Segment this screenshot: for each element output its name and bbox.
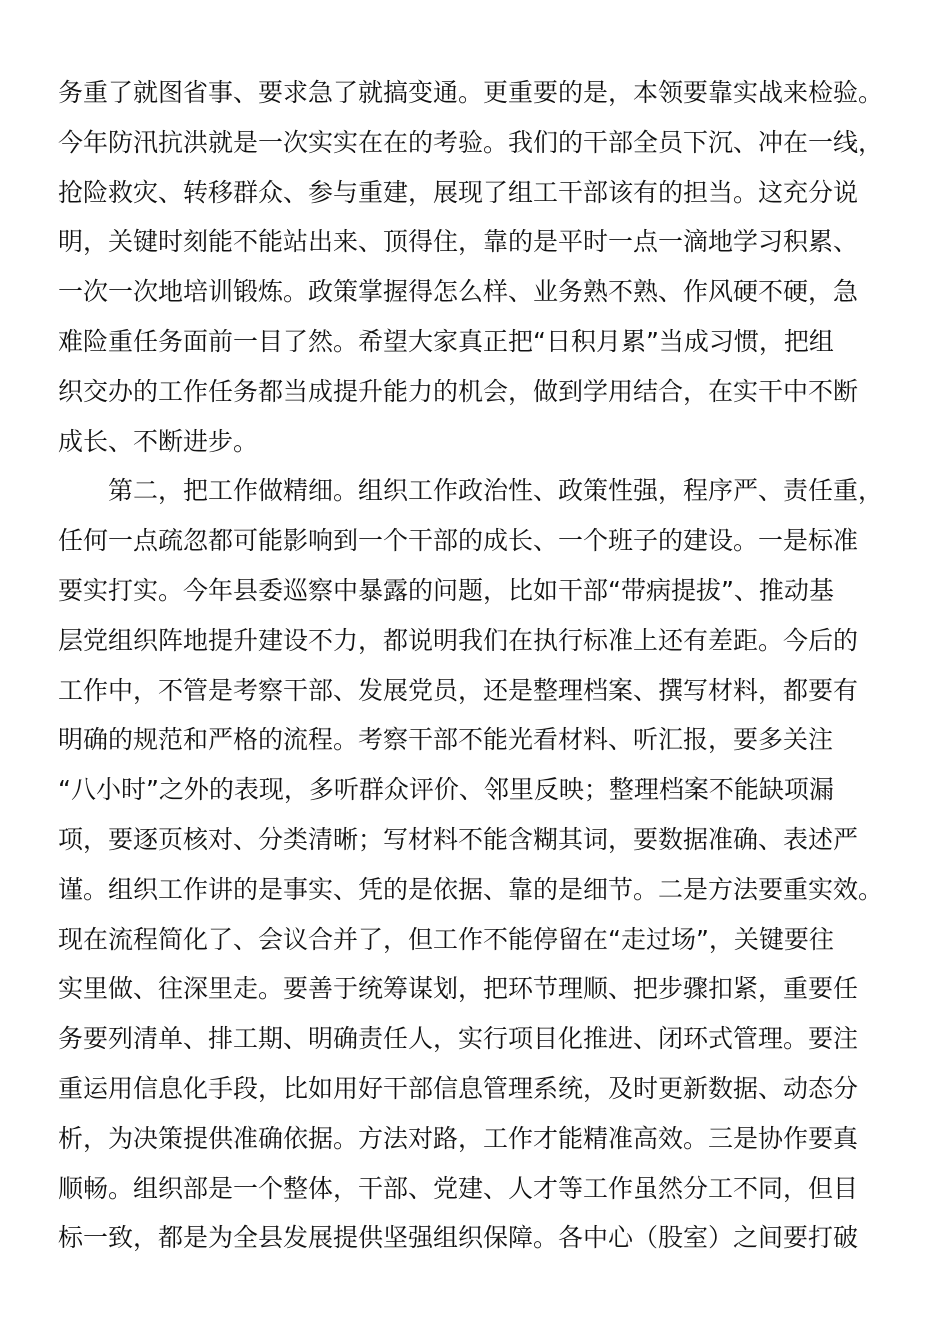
text-line: “八小时”之外的表现，多听群众评价、邻里反映；整理档案不能缺项漏 (58, 775, 834, 805)
text-line: 明，关键时刻能不能站出来、顶得住，靠的是平时一点一滴地学习积累、 (58, 227, 859, 257)
text-line: 标一致，都是为全县发展提供坚强组织保障。各中心（股室）之间要打破 (58, 1223, 859, 1253)
text-line: 务重了就图省事、要求急了就搞变通。更重要的是，本领要靠实战来检验。 (58, 78, 884, 107)
text-line: 今年防汛抗洪就是一次实实在在的考验。我们的干部全员下沉、冲在一线， (58, 127, 884, 157)
text-line: 谨。组织工作讲的是事实、凭的是依据、靠的是细节。二是方法要重实效。 (58, 874, 884, 904)
text-line: 现在流程简化了、会议合并了，但工作不能停留在“走过场”，关键要往 (58, 924, 834, 954)
text-line: 成长、不断进步。 (58, 426, 259, 456)
text-line: 重运用信息化手段，比如用好干部信息管理系统，及时更新数据、动态分 (58, 1073, 859, 1103)
text-line: 项，要逐页核对、分类清晰；写材料不能含糊其词，要数据准确、表述严 (58, 824, 859, 854)
text-line: 层党组织阵地提升建设不力，都说明我们在执行标准上还有差距。今后的 (58, 625, 859, 655)
text-line: 一次一次地培训锻炼。政策掌握得怎么样、业务熟不熟、作风硬不硬，急 (58, 277, 859, 307)
text-line: 任何一点疏忽都可能影响到一个干部的成长、一个班子的建设。一是标准 (58, 526, 859, 556)
text-line: 顺畅。组织部是一个整体，干部、党建、人才等工作虽然分工不同，但目 (58, 1173, 859, 1203)
text-line: 析，为决策提供准确依据。方法对路，工作才能精准高效。三是协作要真 (58, 1123, 859, 1153)
text-line: 抢险救灾、转移群众、参与重建，展现了组工干部该有的担当。这充分说 (58, 177, 859, 207)
paragraph-start-line: 第二，把工作做精细。组织工作政治性、政策性强，程序严、责任重， (108, 476, 884, 506)
text-line: 织交办的工作任务都当成提升能力的机会，做到学用结合，在实干中不断 (58, 376, 859, 406)
text-line: 要实打实。今年县委巡察中暴露的问题，比如干部“带病提拔”、推动基 (58, 575, 834, 605)
text-line: 实里做、往深里走。要善于统筹谋划，把环节理顺、把步骤扣紧，重要任 (58, 974, 859, 1004)
document-page (58, 68, 900, 1263)
text-line: 难险重任务面前一目了然。希望大家真正把“日积月累”当成习惯，把组 (58, 326, 834, 356)
text-line: 工作中，不管是考察干部、发展党员，还是整理档案、撰写材料，都要有 (58, 675, 859, 705)
text-line: 明确的规范和严格的流程。考察干部不能光看材料、听汇报，要多关注 (58, 725, 834, 755)
text-line: 务要列清单、排工期、明确责任人，实行项目化推进、闭环式管理。要注 (58, 1024, 859, 1054)
